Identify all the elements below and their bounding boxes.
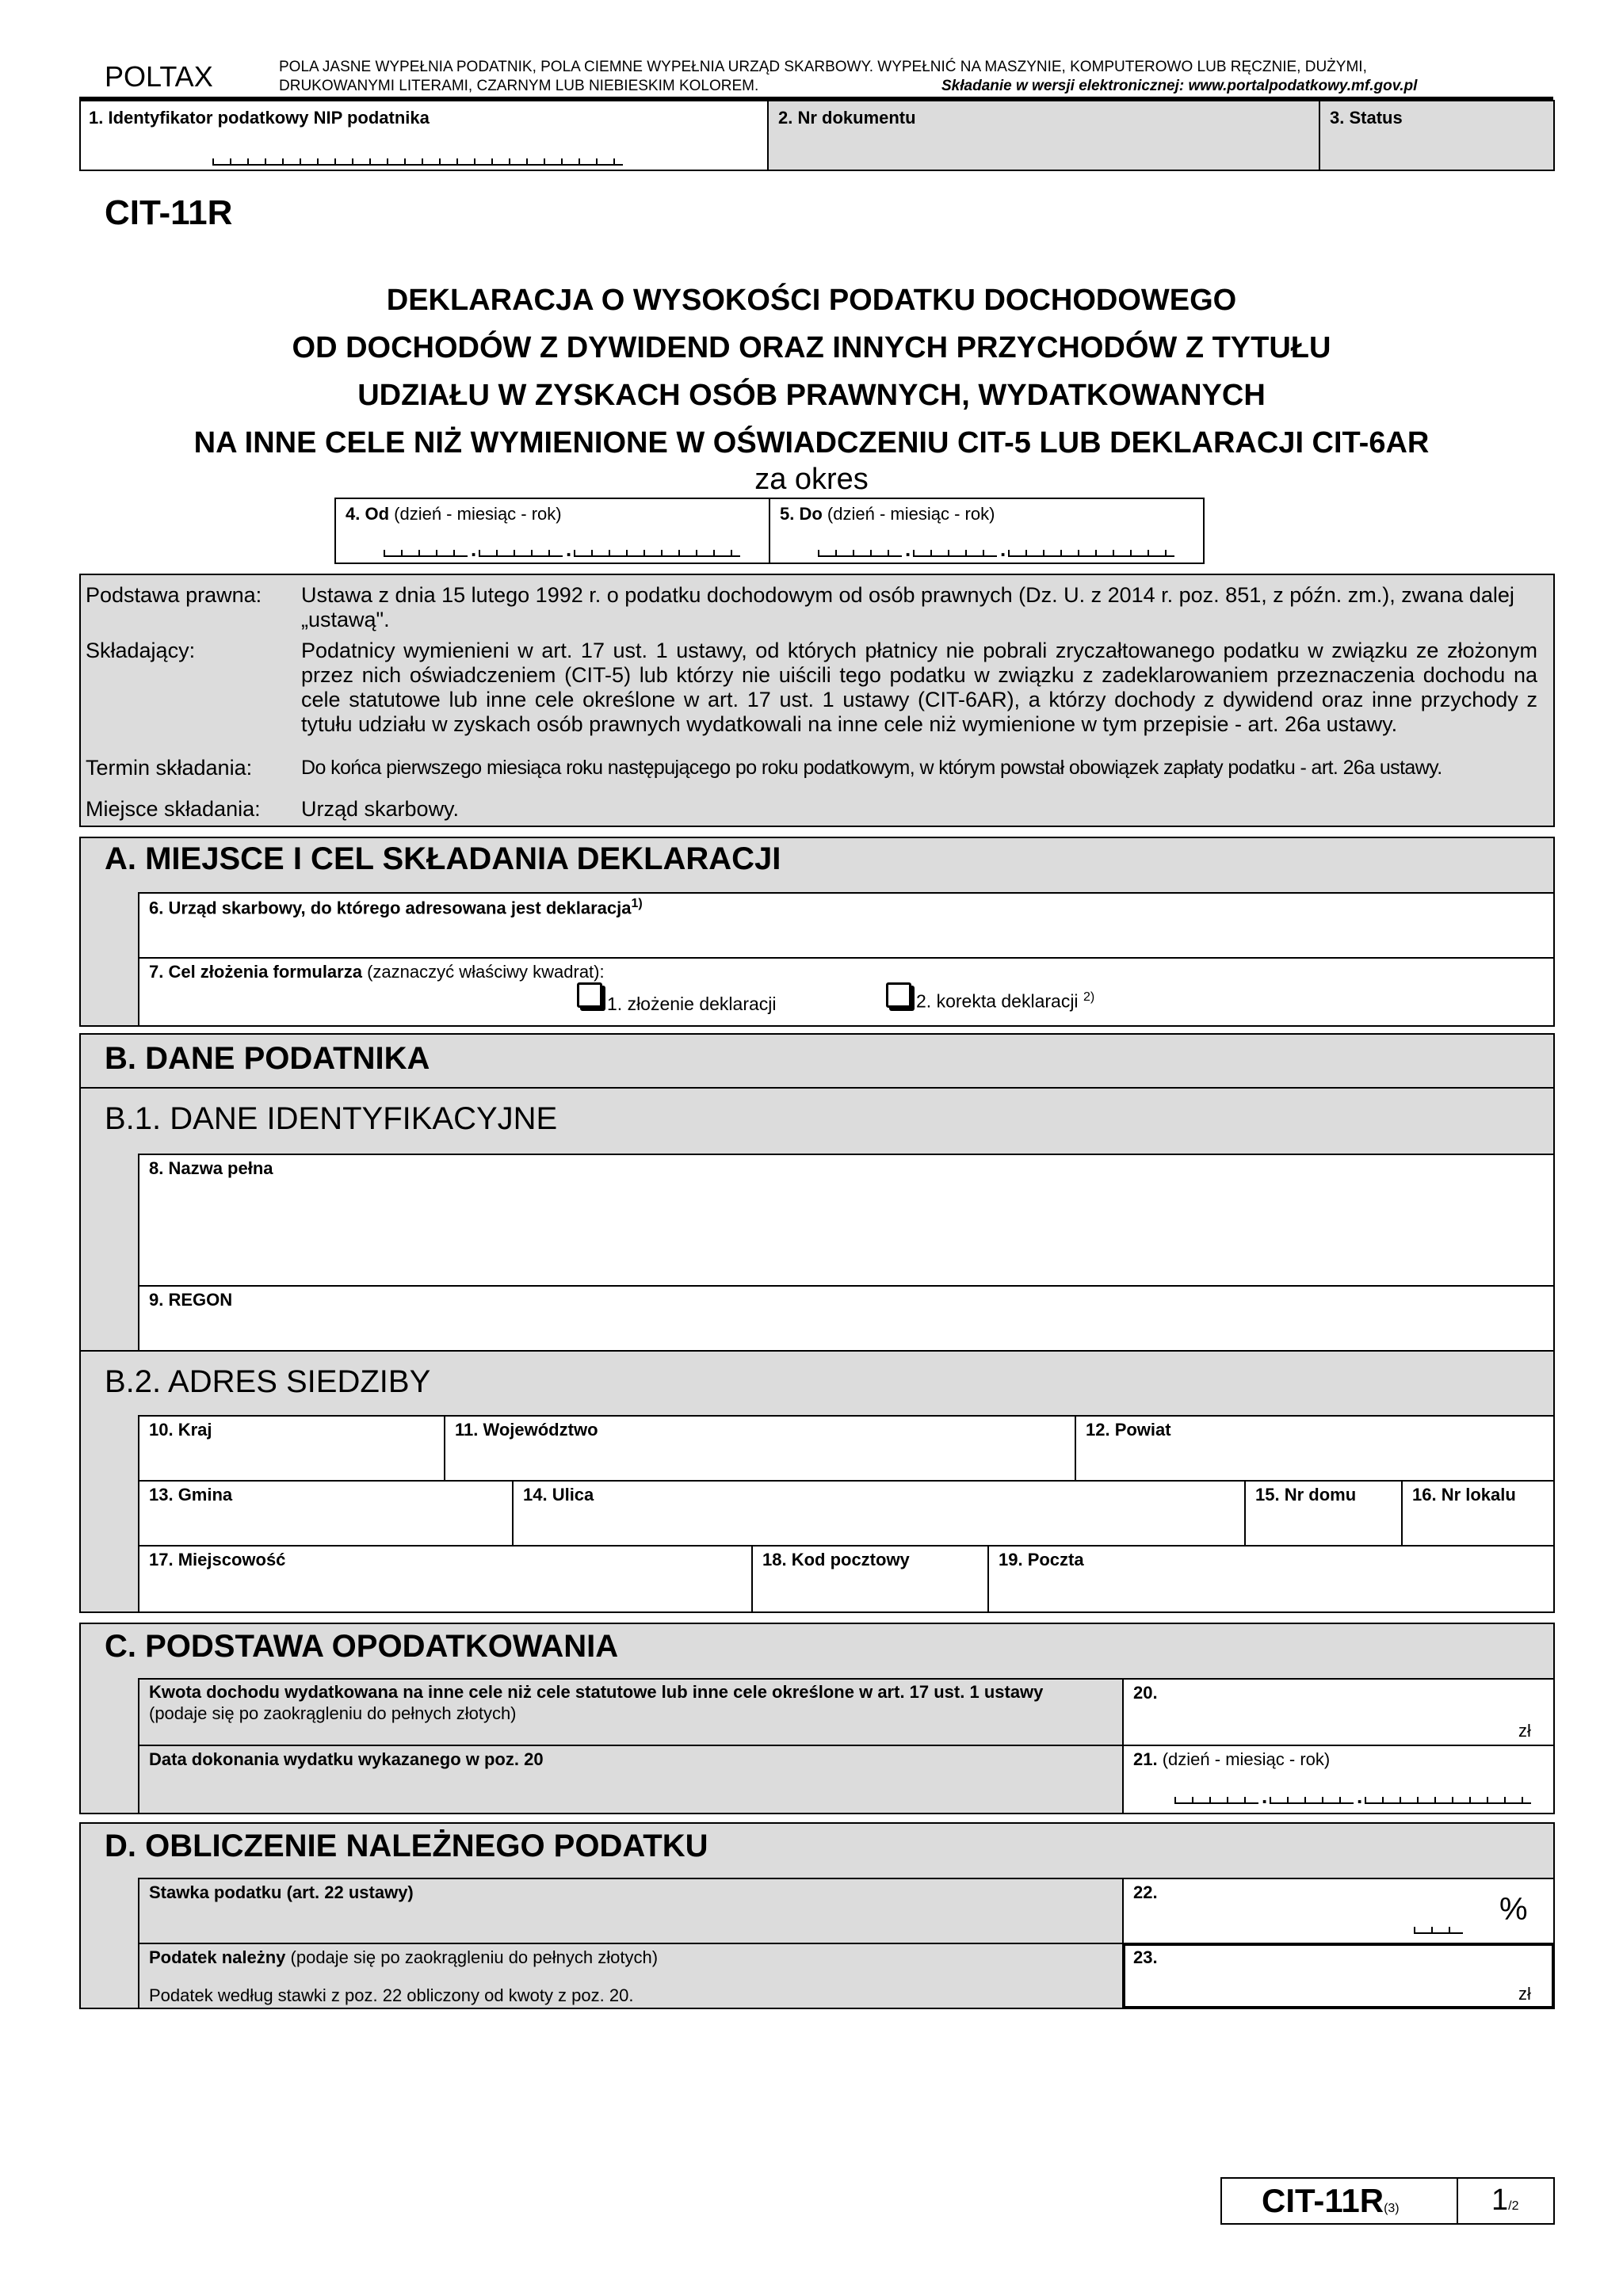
title-line-4: NA INNE CELE NIŻ WYMIENIONE W OŚWIADCZENIU CIT-5 LUB DEKLARACJI CIT-6AR bbox=[193, 426, 1430, 460]
nip-digit-boxes[interactable] bbox=[212, 158, 623, 166]
footer-page-number: 1/2 bbox=[1491, 2183, 1519, 2217]
period-label: za okres bbox=[754, 463, 869, 496]
tax-rate-digit-boxes[interactable] bbox=[1414, 1927, 1463, 1934]
field-16-label: 16. Nr lokalu bbox=[1412, 1485, 1516, 1505]
section-c-row-2-text: Data dokonania wydatku wykazanego w poz. 20 bbox=[149, 1749, 544, 1769]
title-line-2: OD DOCHODÓW Z DYWIDEND ORAZ INNYCH PRZYCHODÓW Z TYTUŁU bbox=[292, 331, 1331, 364]
section-b-title: B. DANE PODATNIKA bbox=[105, 1041, 430, 1076]
field-20-label: 20. bbox=[1133, 1683, 1158, 1703]
basis-text: Ustawa z dnia 15 lutego 1992 r. o podatku dochodowym od osób prawnych (Dz. U. z 2014 r. poz. 851, z późn. zm.), zwana dalej „ustawą". bbox=[301, 583, 1514, 631]
checkbox-submission[interactable] bbox=[577, 982, 602, 1008]
from-year-boxes[interactable] bbox=[574, 550, 740, 557]
checkbox-correction[interactable] bbox=[886, 982, 911, 1008]
field-8-full-name[interactable] bbox=[138, 1154, 1555, 1287]
field-20-amount[interactable] bbox=[1122, 1678, 1555, 1746]
field-14-street[interactable] bbox=[512, 1480, 1246, 1547]
from-separator-2: . bbox=[566, 537, 572, 561]
place-text: Urząd skarbowy. bbox=[301, 797, 460, 821]
field-9-label: 9. REGON bbox=[149, 1290, 233, 1310]
field-23-currency: zł bbox=[1518, 1984, 1531, 2004]
to-separator-2: . bbox=[1000, 537, 1006, 561]
field-22-tax-rate[interactable] bbox=[1122, 1878, 1555, 1944]
section-d-row-2-text: Podatek należny (podaje się po zaokrągleniu do pełnych złotych) bbox=[149, 1947, 659, 1967]
header-note-line1: POLA JASNE WYPEŁNIA PODATNIK, POLA CIEMNE WYPEŁNIA URZĄD SKARBOWY. WYPEŁNIĆ NA MASZYNIE, KOMPUTEROWO LUB RĘCZNIE, DUŻYMI, bbox=[279, 59, 1367, 75]
section-d-title: D. OBLICZENIE NALEŻNEGO PODATKU bbox=[105, 1829, 708, 1863]
from-separator-1: . bbox=[471, 537, 477, 561]
field-22-label: 22. bbox=[1133, 1882, 1158, 1902]
field-8-label: 8. Nazwa pełna bbox=[149, 1158, 273, 1178]
filer-label: Składający: bbox=[86, 639, 196, 662]
field-12-label: 12. Powiat bbox=[1086, 1420, 1171, 1440]
section-b2-divider bbox=[79, 1350, 1555, 1352]
field-23-label: 23. bbox=[1133, 1947, 1158, 1967]
expense-day-boxes[interactable] bbox=[1174, 1797, 1258, 1804]
field-17-label: 17. Miejscowość bbox=[149, 1550, 286, 1569]
filer-text: Podatnicy wymienieni w art. 17 ust. 1 ustawy, od których płatnicy nie pobrali zryczałtowanego podatku w związku ze złożonym przez nich oświadczeniem (CIT-5) lub którzy nie uiścili tego podatku w związku z zadeklarowaniem przeznaczenia dochodu na cele statutowe lub inne cele określone w art. 17 ust. 1 ustawy (CIT-6AR), a którzy dochody z dywidend oraz inne przychody z tytułu udziału w zyskach osób prawnych wydatkowali na inne cele niż wymienione w tym przepisie - art. 26a ustawy. bbox=[301, 639, 1537, 736]
field-4-label: 4. Od (dzień - miesiąc - rok) bbox=[346, 504, 562, 524]
from-day-boxes[interactable] bbox=[384, 550, 468, 557]
section-b2-title: B.2. ADRES SIEDZIBY bbox=[105, 1364, 431, 1399]
field-10-label: 10. Kraj bbox=[149, 1420, 212, 1440]
field-23-tax-due[interactable] bbox=[1122, 1943, 1555, 2009]
option-2-label: 2. korekta deklaracji $^{2)}$ bbox=[916, 990, 1095, 1012]
field-5-label: 5. Do (dzień - miesiąc - rok) bbox=[780, 504, 995, 524]
to-separator-1: . bbox=[905, 537, 911, 561]
field-13-label: 13. Gmina bbox=[149, 1485, 233, 1505]
deadline-text: Do końca pierwszego miesiąca roku następującego po roku podatkowym, w którym powstał obowiązek zapłaty podatku - art. 26a ustawy. bbox=[301, 757, 1442, 779]
electronic-filing-note: Składanie w wersji elektronicznej: www.portalpodatkowy.mf.gov.pl bbox=[941, 78, 1418, 94]
section-b-divider bbox=[79, 1087, 1555, 1089]
title-line-1: DEKLARACJA O WYSOKOŚCI PODATKU DOCHODOWEGO bbox=[386, 284, 1237, 317]
poltax-brand: POLTAX bbox=[105, 60, 213, 93]
field-11-label: 11. Województwo bbox=[455, 1420, 598, 1440]
place-label: Miejsce składania: bbox=[86, 797, 261, 821]
field-3-label: 3. Status bbox=[1330, 108, 1403, 128]
footer-form-code: CIT-11R(3) bbox=[1262, 2182, 1400, 2219]
field-14-label: 14. Ulica bbox=[523, 1485, 594, 1505]
to-day-boxes[interactable] bbox=[818, 550, 902, 557]
form-code: CIT-11R bbox=[105, 193, 233, 232]
section-b1-title: B.1. DANE IDENTYFIKACYJNE bbox=[105, 1101, 558, 1136]
title-line-3: UDZIAŁU W ZYSKACH OSÓB PRAWNYCH, WYDATKOWANYCH bbox=[357, 379, 1266, 412]
to-month-boxes[interactable] bbox=[913, 550, 997, 557]
field-20-currency: zł bbox=[1518, 1721, 1531, 1741]
deadline-label: Termin składania: bbox=[86, 756, 253, 780]
header-note-line2: DRUKOWANYMI LITERAMI, CZARNYM LUB NIEBIESKIM KOLOREM. bbox=[279, 78, 759, 94]
field-2-label: 2. Nr dokumentu bbox=[778, 108, 916, 128]
section-c-title: C. PODSTAWA OPODATKOWANIA bbox=[105, 1629, 619, 1664]
from-month-boxes[interactable] bbox=[479, 550, 563, 557]
field-19-label: 19. Poczta bbox=[999, 1550, 1084, 1569]
to-year-boxes[interactable] bbox=[1008, 550, 1174, 557]
expense-separator-2: . bbox=[1357, 1784, 1363, 1808]
field-18-label: 18. Kod pocztowy bbox=[762, 1550, 910, 1569]
percent-sign: % bbox=[1499, 1892, 1528, 1927]
field-15-label: 15. Nr domu bbox=[1255, 1485, 1357, 1505]
field-1-label: 1. Identyfikator podatkowy NIP podatnika bbox=[89, 108, 430, 128]
section-a-title: A. MIEJSCE I CEL SKŁADANIA DEKLARACJI bbox=[105, 841, 781, 876]
expense-separator-1: . bbox=[1262, 1784, 1268, 1808]
option-1-label: 1. złożenie deklaracji bbox=[607, 994, 777, 1014]
section-d-row-2-note: Podatek według stawki z poz. 22 obliczony od kwoty z poz. 20. bbox=[149, 1985, 634, 2005]
field-6-label: 6. Urząd skarbowy, do którego adresowana jest deklaracja$^{1)}$ bbox=[149, 897, 643, 918]
section-d-row-1-text: Stawka podatku (art. 22 ustawy) bbox=[149, 1882, 414, 1902]
field-7-label: 7. Cel złożenia formularza (zaznaczyć właściwy kwadrat): bbox=[149, 962, 605, 982]
field-9-regon[interactable] bbox=[138, 1285, 1555, 1352]
expense-year-boxes[interactable] bbox=[1365, 1797, 1531, 1804]
basis-label: Podstawa prawna: bbox=[86, 583, 262, 607]
expense-month-boxes[interactable] bbox=[1270, 1797, 1354, 1804]
section-c-row-1-text: Kwota dochodu wydatkowana na inne cele niż cele statutowe lub inne cele określone w art. 17 ust. 1 ustawy (podaje się po zaokrągleniu do pełnych złotych) bbox=[149, 1682, 1044, 1723]
field-21-label: 21. (dzień - miesiąc - rok) bbox=[1133, 1749, 1331, 1769]
